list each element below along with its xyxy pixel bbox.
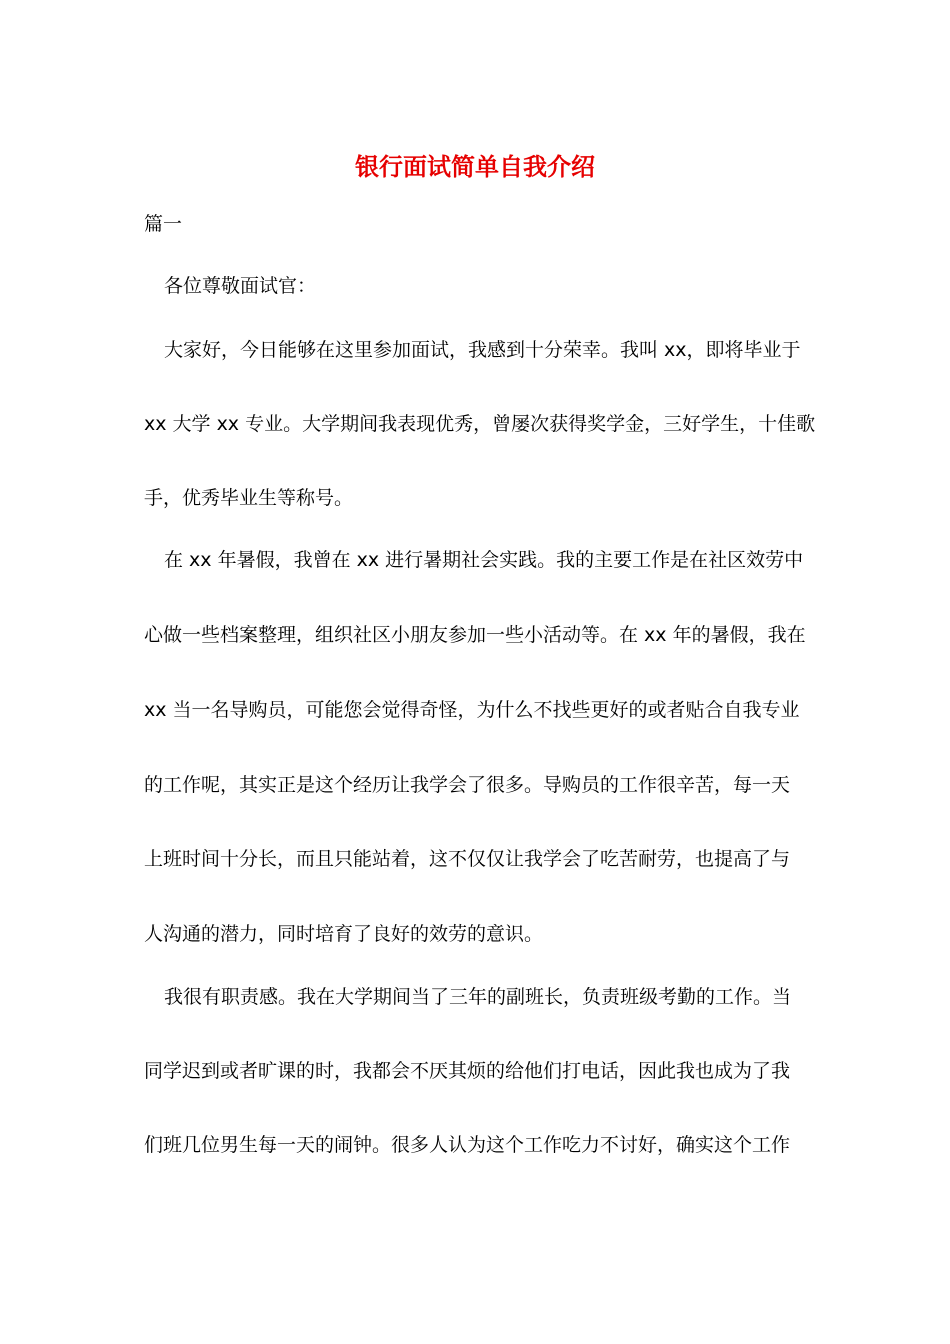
section-heading: 篇一 [144,213,183,235]
paragraph-line: 大家好，今日能够在这里参加面试，我感到十分荣幸。我叫 xx，即将毕业于 [164,339,801,361]
paragraph-line: 我很有职责感。我在大学期间当了三年的副班长，负责班级考勤的工作。当 [164,986,792,1008]
paragraph-line: 们班几位男生每一天的闹钟。很多人认为这个工作吃力不讨好，确实这个工作 [144,1134,791,1156]
paragraph-line: 的工作呢，其实正是这个经历让我学会了很多。导购员的工作很辛苦，每一天 [144,774,791,796]
document-title: 银行面试简单自我介绍 [355,153,595,181]
paragraph-line: 手，优秀毕业生等称号。 [144,487,354,509]
salutation-line: 各位尊敬面试官： [164,275,317,297]
paragraph-line: xx 大学 xx 专业。大学期间我表现优秀，曾屡次获得奖学金，三好学生，十佳歌 [144,413,816,435]
paragraph-line: xx 当一名导购员，可能您会觉得奇怪，为什么不找些更好的或者贴合自我专业 [144,699,800,721]
paragraph-line: 人沟通的潜力，同时培育了良好的效劳的意识。 [144,923,544,945]
paragraph-line: 心做一些档案整理，组织社区小朋友参加一些小活动等。在 xx 年的暑假，我在 [144,624,806,646]
paragraph-line: 同学迟到或者旷课的时，我都会不厌其烦的给他们打电话，因此我也成为了我 [144,1060,791,1082]
paragraph-line: 上班时间十分长，而且只能站着，这不仅仅让我学会了吃苦耐劳，也提高了与 [144,848,791,870]
paragraph-line: 在 xx 年暑假，我曾在 xx 进行暑期社会实践。我的主要工作是在社区效劳中 [164,549,804,571]
